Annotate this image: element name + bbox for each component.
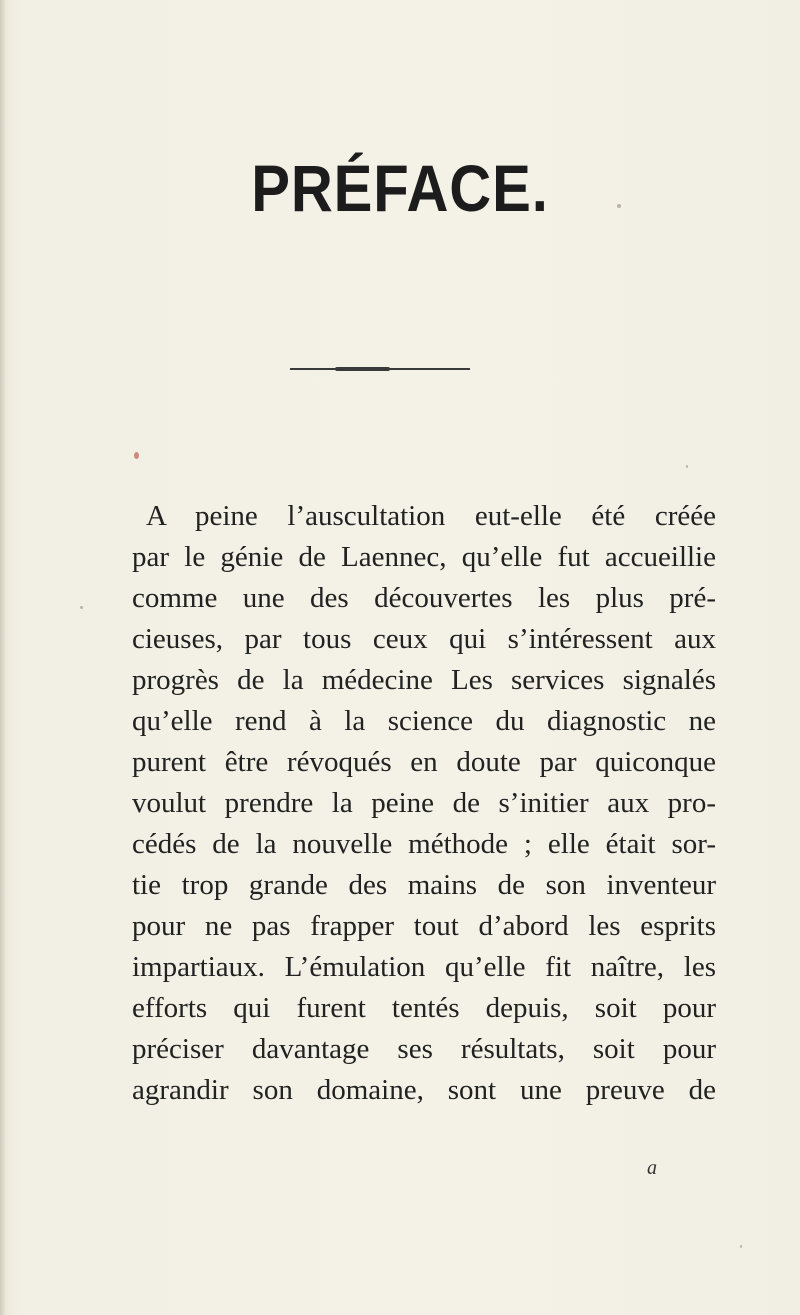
paper-speck xyxy=(740,1245,742,1248)
text-line: pour ne pas frapper tout d’abord les esprits xyxy=(132,910,716,942)
text-line: A peine l’auscultation eut-elle été créée xyxy=(146,500,716,532)
paper-speck xyxy=(617,204,621,208)
text-line: voulut prendre la peine de s’initier aux pro- xyxy=(132,787,716,819)
paper-speck xyxy=(134,452,139,459)
signature-mark: a xyxy=(647,1157,657,1179)
page-title: PRÉFACE. xyxy=(251,151,549,225)
paper-speck xyxy=(686,465,688,468)
text-line: par le génie de Laennec, qu’elle fut accueillie xyxy=(132,541,716,573)
text-line: tie trop grande des mains de son inventeur xyxy=(132,869,716,901)
text-line: cieuses, par tous ceux qui s’intéressent aux xyxy=(132,623,716,655)
text-line: qu’elle rend à la science du diagnostic ne xyxy=(132,705,716,737)
text-line: efforts qui furent tentés depuis, soit pour xyxy=(132,992,716,1024)
text-line: comme une des découvertes les plus pré- xyxy=(132,582,716,614)
preface-paragraph xyxy=(132,496,716,1111)
page-binding-edge xyxy=(0,0,6,1315)
paper-speck xyxy=(80,606,83,609)
text-line: progrès de la médecine Les services signalés xyxy=(132,664,716,696)
text-line: purent être révoqués en doute par quiconque xyxy=(132,746,716,778)
text-line: impartiaux. L’émulation qu’elle fit naître, les xyxy=(132,951,716,983)
text-line: préciser davantage ses résultats, soit pour xyxy=(132,1033,716,1065)
text-line: cédés de la nouvelle méthode ; elle était sor- xyxy=(132,828,716,860)
decorative-rule-swell xyxy=(335,367,390,371)
text-line: agrandir son domaine, sont une preuve de xyxy=(132,1074,716,1106)
